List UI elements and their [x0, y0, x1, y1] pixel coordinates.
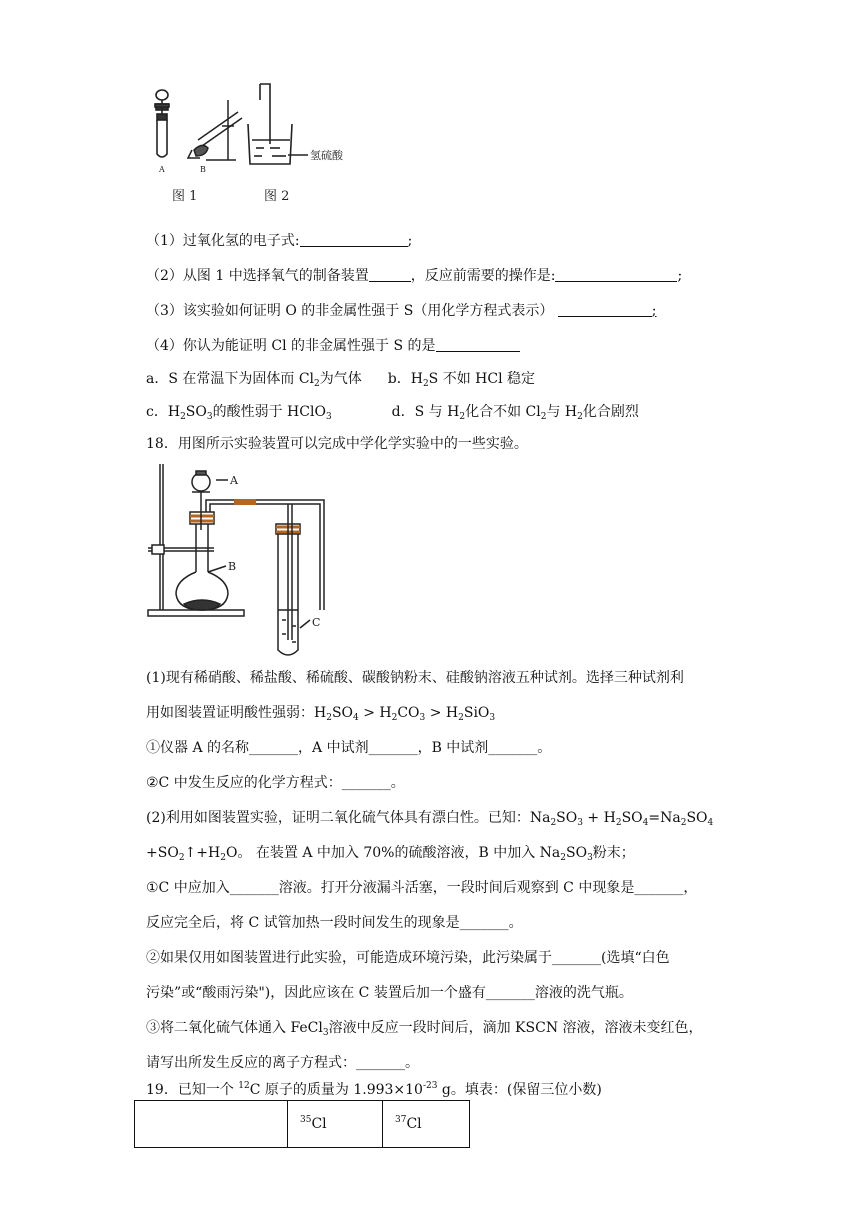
q17-part4-blank[interactable]: [436, 337, 520, 352]
q17-part2-blank-a[interactable]: [369, 267, 411, 282]
option-a: a．S 在常温下为固体而 $Cl_2$为气体: [146, 371, 362, 389]
figure1-label-a: A: [159, 165, 165, 174]
q17-part1-blank[interactable]: [300, 232, 408, 247]
q18-sub2: ②C 中发生反应的化学方程式：_______。: [146, 775, 405, 791]
q17-part4-text: （4）你认为能证明 Cl 的非金属性强于 S 的是: [146, 338, 436, 354]
q19-table: [134, 1100, 470, 1148]
q18-sub1: ①仪器 A 的名称_______，A 中试剂_______，B 中试剂_______。: [146, 740, 552, 756]
table-cell-empty[interactable]: [135, 1101, 288, 1148]
apparatus-figure-q18: [144, 460, 340, 664]
option-c: c．$H_2SO_3$的酸性弱于 HClO$_3$: [146, 404, 332, 422]
q17-options-cd: [146, 402, 639, 422]
q18-task3: ②如果仅用如图装置进行此实验，可能造成环境污染，此污染属于_______(选填“白色: [146, 950, 670, 966]
q17-part3-end: ;: [651, 303, 657, 319]
q18-task4: 污染”或“酸雨污染")，因此应该在 C 装置后加一个盛有_______溶液的洗气瓶。: [146, 985, 633, 1001]
q18-task5: ③将二氧化硫气体通入 FeCl$_3$溶液中反应一段时间后，滴加 KSCN 溶液，溶液未变红色，: [146, 1020, 703, 1038]
q17-part1-text: （1）过氧化氢的电子式:: [146, 233, 300, 249]
q17-part4: [146, 336, 520, 356]
q18-part1-line2: 用如图装置证明酸性强弱：$H_2SO_4 > H_2CO_3 > H_2SiO_3$: [146, 705, 496, 723]
q18-label-c: C: [312, 616, 321, 629]
table-cell-cl35: $^{35}$Cl: [288, 1101, 383, 1148]
q19-text: 19．已知一个 $^{12}$C 原子的质量为 $1.993\times 10^{-23}$ g。填表：(保留三位小数): [146, 1081, 602, 1098]
q17-options-ab: [146, 369, 535, 389]
q17-part2-end: ;: [677, 268, 683, 284]
table-cell-cl37: $^{37}$Cl: [383, 1101, 470, 1148]
q17-part1-end: ;: [407, 233, 413, 249]
q17-part2: [146, 266, 682, 286]
q18-intro: 18．用图所示实验装置可以完成中学化学实验中的一些实验。: [146, 436, 528, 452]
q18-label-b: B: [228, 560, 237, 573]
q18-task6: 请写出所发生反应的离子方程式：_______。: [146, 1055, 419, 1071]
table-row: [135, 1101, 470, 1148]
q17-part2-blank-b[interactable]: [555, 267, 677, 282]
q17-part3-blank[interactable]: [558, 302, 652, 317]
option-d: d．S 与 $H_2$化合不如 $Cl_2$与 $H_2$化合剧烈: [391, 404, 639, 422]
q17-part3-text: （3）该实验如何证明 O 的非金属性强于 S（用化学方程式表示）: [146, 303, 554, 319]
figure2-caption: 图 2: [264, 189, 290, 204]
q17-part2-text-b: ，反应前需要的操作是:: [410, 268, 556, 284]
figure1-label-b: B: [200, 165, 206, 174]
q18-task2: 反应完全后，将 C 试管加热一段时间发生的现象是_______。: [146, 915, 523, 931]
q18-label-a: A: [230, 474, 238, 487]
q18-part2-line1: (2)利用如图装置实验，证明二氧化硫气体具有漂白性。已知：$Na_2SO_3 + H_2SO_4=Na_2SO_4$: [146, 810, 714, 828]
q18-part2-line2: $+SO_2↑+H_2O$。 在装置 A 中加入 70%的硫酸溶液，B 中加入 $Na_2SO_3$粉末；: [146, 845, 635, 863]
figure1-caption: 图 1: [172, 189, 198, 204]
q17-part3: [146, 301, 657, 321]
option-b: b．$H_2S$ 不如 HCl 稳定: [387, 371, 536, 389]
q18-part1-line1: (1)现有稀硝酸、稀盐酸、稀硫酸、碳酸钠粉末、硅酸钠溶液五种试剂。选择三种试剂利: [146, 670, 684, 686]
q17-part1: [146, 231, 412, 251]
figure1-apparatus-a: [155, 90, 169, 157]
q18-task1: ①C 中应加入_______溶液。打开分液漏斗活塞，一段时间后观察到 C 中现象是_______，: [146, 880, 698, 896]
apparatus-figure-1-2: [148, 80, 360, 206]
figure2-h2s-label: 氢硫酸: [310, 149, 343, 162]
q17-part2-text-a: （2）从图 1 中选择氧气的制备装置: [146, 268, 369, 284]
figure1-apparatus-b: [188, 100, 242, 160]
figure2-beaker: [248, 84, 308, 164]
